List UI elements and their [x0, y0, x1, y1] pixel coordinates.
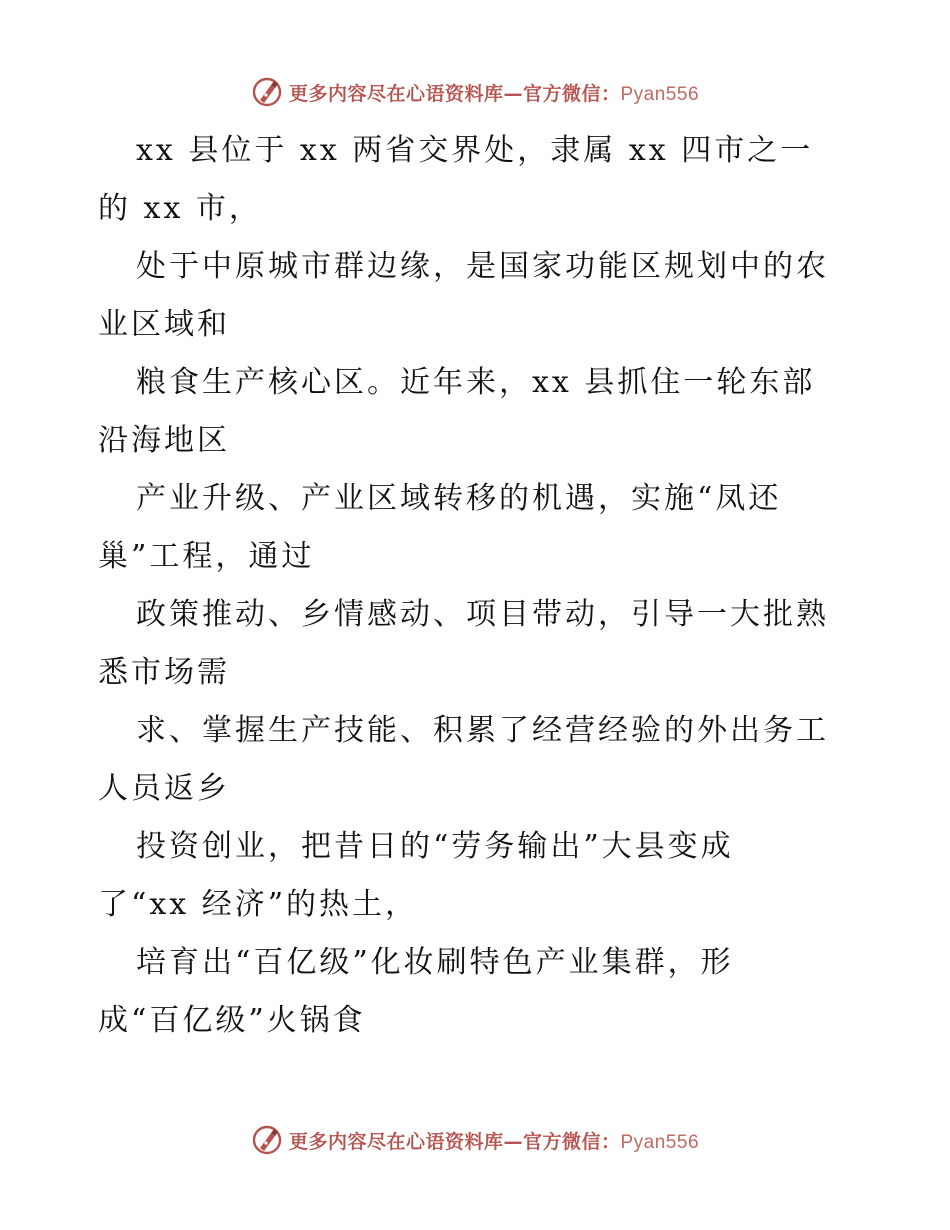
body-line: xx 县位于 xx 两省交界处，隶属 xx 四市之一	[136, 133, 814, 168]
pen-nib-circle-icon	[251, 1124, 283, 1156]
body-line: 人员返乡	[98, 771, 230, 806]
watermark-label: 更多内容尽在心语资料库—官方微信：	[288, 1130, 621, 1153]
header-watermark	[0, 72, 950, 112]
watermark-wechat-id: Pyan556	[620, 1131, 700, 1153]
pen-nib-circle-icon	[251, 76, 283, 108]
body-line: 悉市场需	[98, 655, 230, 690]
watermark-label: 更多内容尽在心语资料库—官方微信：	[288, 82, 621, 105]
watermark-text	[289, 1127, 699, 1154]
body-line: 培育出“百亿级”化妆刷特色产业集群，形	[136, 945, 734, 980]
body-line: 沿海地区	[98, 423, 230, 458]
body-line: 投资创业，把昔日的“劳务输出”大县变成	[136, 829, 734, 864]
body-line: 求、掌握生产技能、积累了经营经验的外出务工	[136, 713, 829, 748]
body-line: 处于中原城市群边缘，是国家功能区规划中的农	[136, 249, 829, 284]
body-line: 巢”工程，通过	[98, 539, 315, 574]
body-line: 业区域和	[98, 307, 230, 342]
watermark-text	[289, 79, 699, 106]
footer-watermark	[0, 1120, 950, 1160]
body-line: 了“xx 经济”的热土，	[98, 887, 419, 922]
body-line: 政策推动、乡情感动、项目带动，引导一大批熟	[136, 597, 829, 632]
body-line: 的 xx 市，	[98, 191, 262, 226]
watermark-wechat-id: Pyan556	[620, 83, 700, 105]
body-line: 粮食生产核心区。近年来，xx 县抓住一轮东部	[136, 365, 816, 400]
body-line: 产业升级、产业区域转移的机遇，实施“凤还	[136, 481, 782, 516]
document-body	[98, 122, 858, 1050]
body-line: 成“百亿级”火锅食	[98, 1003, 366, 1038]
